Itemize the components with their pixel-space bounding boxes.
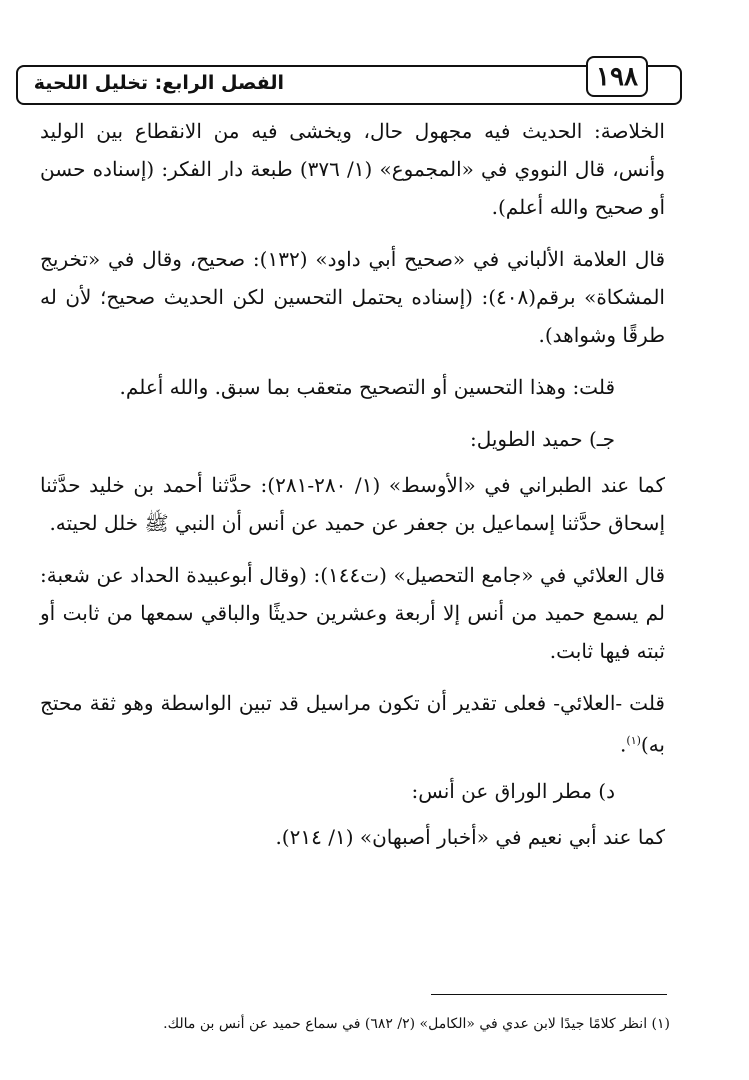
paragraph-albani: قال العلامة الألباني في «صحيح أبي داود» (١٣٢): صحيح، وقال في «تخريج المشكاة» برقم(٤٠٨): (إسناده يحتمل التحسين لكن الحديث صحيح؛ لأن له طرقًا وشواهد). xyxy=(40,247,666,347)
paragraph-alai-comment xyxy=(40,684,665,764)
footnote: (١) انظر كلامًا جيدًا لابن عدي في «الكامل» (٢/ ٦٨٢) في سماع حميد عن أنس بن مالك. xyxy=(163,1016,670,1032)
section-heading-humaid: جـ) حميد الطويل: xyxy=(469,427,615,451)
page-number: ١٩٨ xyxy=(586,56,648,97)
paragraph-summary: الخلاصة: الحديث فيه مجهول حال، ويخشى فيه من الانقطاع بين الوليد وأنس، قال النووي في «المجموع» (١/ ٣٧٦) طبعة دار الفكر: (إسناده حسن أو صحيح والله أعلم). xyxy=(40,119,665,219)
paragraph-alai: قال العلائي في «جامع التحصيل» (ت١٤٤): (وقال أبوعبيدة الحداد عن شعبة: لم يسمع حميد من أنس إلا أربعة وعشرين حديثًا والباقي سمعها من ثابت أو ثبته فيها ثابت. xyxy=(40,563,665,663)
chapter-title: الفصل الرابع: تخليل اللحية xyxy=(33,72,284,94)
paragraph-alai-comment-text: قلت -العلائي- فعلى تقدير أن تكون مراسيل قد تبين الواسطة وهو ثقة محتج به) xyxy=(40,691,665,757)
paragraph-abu-nuaim: كما عند أبي نعيم في «أخبار أصبهان» (١/ ٢١٤). xyxy=(275,824,665,849)
paragraph-note: قلت: وهذا التحسين أو التصحيح متعقب بما سبق. والله أعلم. xyxy=(119,375,615,399)
footnote-ref: (١) xyxy=(626,734,641,747)
section-heading-matar: د) مطر الوراق عن أنس: xyxy=(411,778,615,803)
footnote-divider xyxy=(431,994,667,995)
page-body xyxy=(40,112,665,870)
paragraph-tabarani: كما عند الطبراني في «الأوسط» (١/ ٢٨٠-٢٨١): حدَّثنا أحمد بن خليد حدَّثنا إسحاق حدَّثنا إسماعيل بن جعفر عن حميد عن أنس أن النبي ﷺ خلل لحيته. xyxy=(40,473,665,535)
paragraph-end-mark: . xyxy=(620,732,627,757)
